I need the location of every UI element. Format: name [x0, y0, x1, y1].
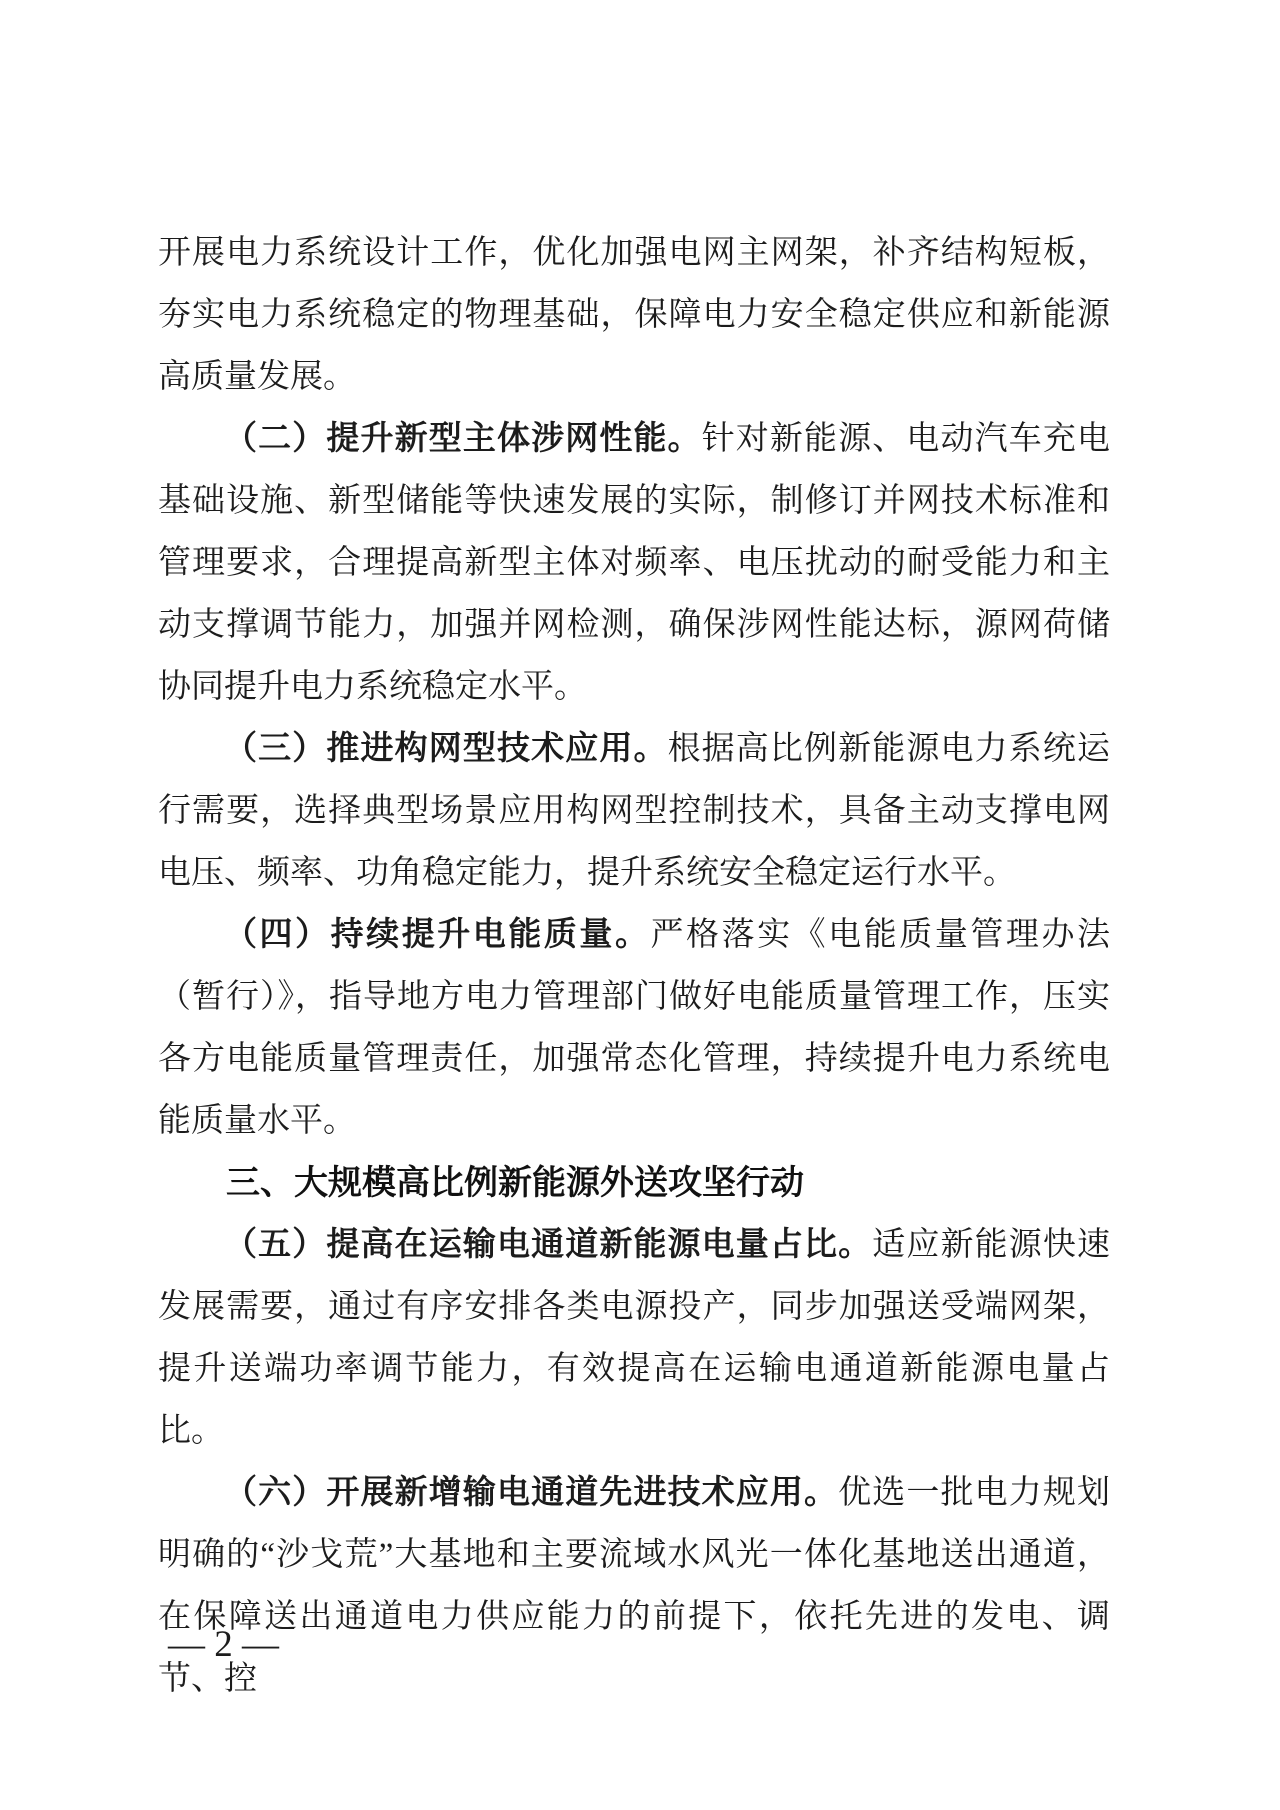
page-number: — 2 —: [168, 1624, 279, 1665]
paragraph-item-5: [158, 1214, 1110, 1462]
paragraph-text: 适应新能源快速发展需要，通过有序安排各类电源投产，同步加强送受端网架，提升送端功率调节能力，有效提高在运输电通道新能源电量占比。: [158, 1227, 1111, 1449]
paragraph-item-4: [158, 904, 1110, 1152]
paragraph-lead: （五）提高在运输电通道新能源电量占比。: [224, 1227, 873, 1263]
paragraph-item-6: [158, 1462, 1110, 1710]
section-heading-3: 三、大规模高比例新能源外送攻坚行动: [226, 1164, 804, 1202]
paragraph-text: 针对新能源、电动汽车充电基础设施、新型储能等快速发展的实际，制修订并网技术标准和管理要求，合理提高新型主体对频率、电压扰动的耐受能力和主动支撑调节能力，加强并网检测，确保涉网性能达标，源网荷储协同提升电力系统稳定水平。: [158, 421, 1111, 705]
paragraph-lead: （四）持续提升电能质量。: [224, 917, 651, 953]
paragraph-text: 严格落实《电能质量管理办法（暂行）》，指导地方电力管理部门做好电能质量管理工作，压实各方电能质量管理责任，加强常态化管理，持续提升电力系统电能质量水平。: [158, 917, 1111, 1139]
paragraph-lead: （六）开展新增输电通道先进技术应用。: [224, 1475, 839, 1511]
paragraph-text: 根据高比例新能源电力系统运行需要，选择典型场景应用构网型控制技术，具备主动支撑电网电压、频率、功角稳定能力，提升系统安全稳定运行水平。: [158, 731, 1111, 891]
paragraph-item-2: [158, 408, 1110, 718]
paragraph-text: 优选一批电力规划明确的“沙戈荒”大基地和主要流域水风光一体化基地送出通道，在保障送出通道电力供应能力的前提下，依托先进的发电、调节、控: [158, 1475, 1111, 1697]
paragraph-lead: （二）提升新型主体涉网性能。: [224, 421, 702, 457]
document-body: [158, 222, 1110, 1710]
paragraph-item-3: [158, 718, 1110, 904]
paragraph-text: 开展电力系统设计工作，优化加强电网主网架，补齐结构短板，夯实电力系统稳定的物理基础，保障电力安全稳定供应和新能源高质量发展。: [158, 235, 1110, 395]
paragraph-lead: （三）推进构网型技术应用。: [224, 731, 668, 767]
paragraph-continuation: [158, 222, 1110, 408]
